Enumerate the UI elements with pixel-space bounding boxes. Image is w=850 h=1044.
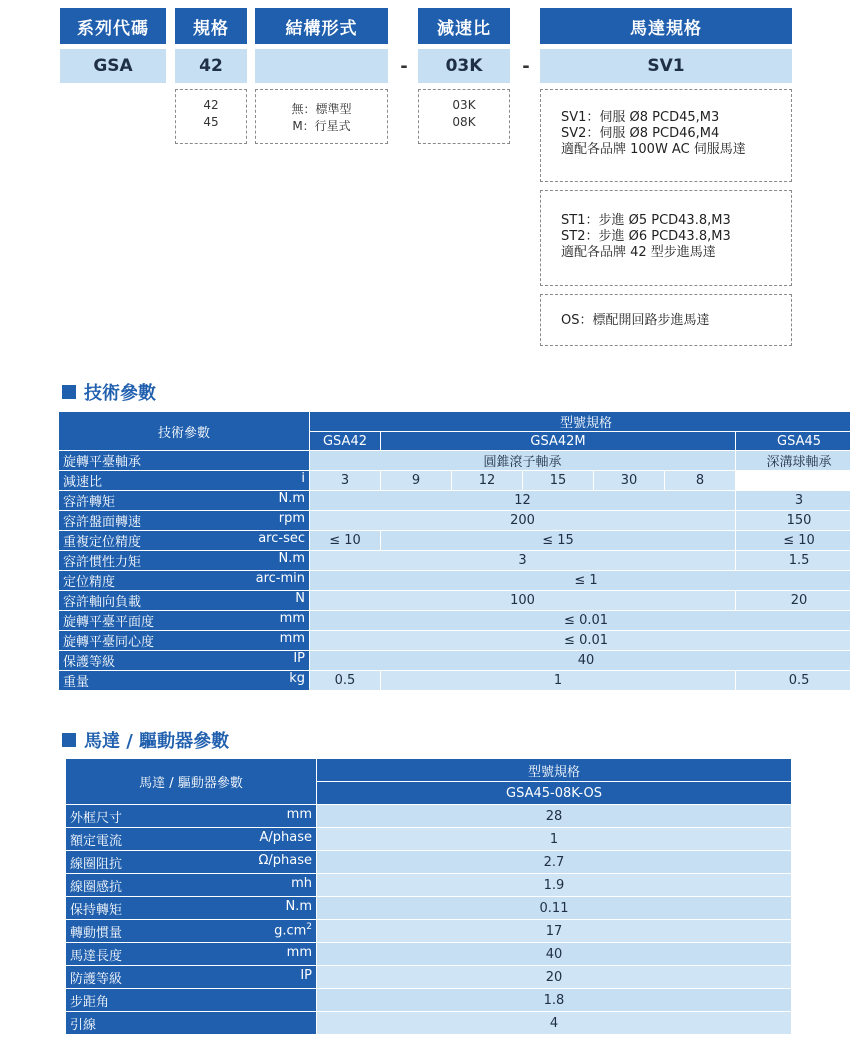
unit-text: IP — [300, 967, 312, 983]
label-text: 外框尺寸 — [70, 810, 123, 826]
motor-spec-table — [65, 758, 792, 1035]
value-motor: SV1 — [540, 49, 792, 83]
cell-value: 1.5 — [736, 551, 850, 571]
square-bullet-icon — [62, 385, 76, 399]
motor-option: SV2：伺服 Ø8 PCD46,M4 — [561, 126, 720, 141]
row-label — [66, 897, 317, 920]
table-row — [66, 920, 792, 943]
row-label — [66, 805, 317, 828]
cell-value: 0.5 — [310, 671, 381, 691]
header-series: 系列代碼 — [60, 8, 166, 44]
dash-separator: - — [522, 55, 530, 77]
cell-value: ≤ 0.01 — [310, 611, 850, 631]
unit-text: mm — [286, 944, 312, 960]
cell-value: 40 — [317, 943, 792, 966]
label-text: 重複定位精度 — [63, 535, 142, 550]
size-options-box — [175, 89, 247, 144]
value-ratio: 03K — [418, 49, 510, 83]
cell-value: 1.9 — [317, 874, 792, 897]
motor-section-title — [62, 729, 229, 751]
cell-value: 17 — [317, 920, 792, 943]
cell-value: 200 — [310, 511, 736, 531]
label-text: 馬達長度 — [70, 948, 123, 964]
cell-value: ≤ 0.01 — [310, 631, 850, 651]
cell-value: 4 — [317, 1012, 792, 1035]
cell-value: ≤ 10 — [736, 531, 850, 551]
motor-option: 適配各品牌 42 型步進馬達 — [561, 245, 716, 260]
unit-text: N.m — [278, 491, 305, 506]
row-label — [59, 651, 310, 671]
header-size: 規格 — [175, 8, 247, 44]
label-text: 保持轉矩 — [70, 902, 123, 918]
motor-option: OS：標配開回路步進馬達 — [561, 313, 710, 328]
table-row — [59, 571, 850, 591]
label-text: 容許盤面轉速 — [63, 515, 142, 530]
cell-value: 0.5 — [736, 671, 850, 691]
model-header: 型號規格 — [310, 412, 850, 432]
table-row — [59, 491, 850, 511]
model-gsa45: GSA45 — [736, 432, 850, 451]
header-ratio: 減速比 — [418, 8, 510, 44]
cell-value: 150 — [736, 511, 850, 531]
table-row — [59, 451, 850, 471]
cell-value: 1.8 — [317, 989, 792, 1012]
cell-value: 3 — [310, 471, 381, 491]
unit-text: N.m — [278, 551, 305, 566]
stepper-options-box — [540, 190, 792, 286]
table-row — [59, 591, 850, 611]
unit-text: IP — [293, 651, 305, 666]
structure-option: M：行星式 — [292, 119, 351, 133]
row-label — [66, 966, 317, 989]
tech-section-title-text: 技術參數 — [84, 383, 156, 404]
cell-value: 20 — [736, 591, 850, 611]
label-text: 額定電流 — [70, 833, 123, 849]
ratio-option: 08K — [452, 115, 476, 129]
label-text: 定位精度 — [63, 575, 116, 590]
cell-value: 0.11 — [317, 897, 792, 920]
table-row — [59, 551, 850, 571]
motor-option: ST2：步進 Ø6 PCD43.8,M3 — [561, 229, 731, 244]
unit-superscript: 2 — [306, 921, 312, 932]
ratio-options-box — [418, 89, 510, 144]
dash-separator: - — [400, 55, 408, 77]
cell-value: 100 — [310, 591, 736, 611]
row-label — [66, 828, 317, 851]
unit-text: arc-sec — [258, 531, 305, 546]
row-label — [59, 551, 310, 571]
unit-text: i — [301, 471, 305, 486]
row-label — [66, 874, 317, 897]
table-row — [59, 671, 850, 691]
label-text: 容許軸向負載 — [63, 595, 142, 610]
size-option: 42 — [203, 98, 219, 112]
cell-value: 1 — [381, 671, 736, 691]
row-label — [66, 943, 317, 966]
motor-model-header: 型號規格 — [317, 759, 792, 782]
open-loop-options-box — [540, 294, 792, 346]
unit-text: mm — [279, 631, 305, 646]
label-text: 引線 — [70, 1017, 97, 1033]
cell-value: 12 — [310, 491, 736, 511]
unit-text: mm — [279, 611, 305, 626]
value-structure — [255, 49, 388, 83]
cell-value: 圓錐滾子軸承 — [310, 451, 736, 471]
cell-value: 30 — [594, 471, 665, 491]
cell-value: 20 — [317, 966, 792, 989]
structure-options-box — [255, 89, 388, 144]
label-text: 減速比 — [63, 475, 103, 490]
label-text: 旋轉平臺同心度 — [63, 635, 155, 650]
cell-value: ≤ 1 — [310, 571, 850, 591]
param-header: 技術參數 — [59, 412, 310, 451]
square-bullet-icon — [62, 733, 76, 747]
row-label — [59, 611, 310, 631]
size-option: 45 — [203, 115, 219, 129]
label-text: 旋轉平臺軸承 — [63, 455, 142, 470]
table-row — [66, 874, 792, 897]
ratio-option: 03K — [452, 98, 476, 112]
label-text: 容許轉矩 — [63, 495, 116, 510]
label-text: 步距角 — [70, 994, 110, 1010]
table-row — [66, 989, 792, 1012]
tech-section-title — [62, 381, 156, 403]
motor-section-title-text: 馬達 / 驅動器參數 — [84, 731, 230, 752]
label-text: 容許慣性力矩 — [63, 555, 142, 570]
unit-text: rpm — [278, 511, 305, 526]
cell-value: 9 — [381, 471, 452, 491]
row-label — [59, 591, 310, 611]
table-row — [59, 631, 850, 651]
cell-value: 28 — [317, 805, 792, 828]
table-row — [66, 805, 792, 828]
table-row — [59, 651, 850, 671]
table-row — [66, 1012, 792, 1035]
unit-text: kg — [289, 671, 305, 686]
model-gsa42: GSA42 — [310, 432, 381, 451]
cell-value: 8 — [665, 471, 736, 491]
unit-text — [274, 922, 312, 938]
table-row — [66, 828, 792, 851]
row-label — [66, 920, 317, 943]
table-row — [59, 611, 850, 631]
label-text: 旋轉平臺平面度 — [63, 615, 155, 630]
label-text: 重量 — [63, 675, 90, 690]
table-row — [59, 531, 850, 551]
table-row — [66, 851, 792, 874]
motor-option: 適配各品牌 100W AC 伺服馬達 — [561, 142, 746, 157]
motor-option: SV1：伺服 Ø8 PCD45,M3 — [561, 110, 720, 125]
model-gsa42m: GSA42M — [381, 432, 736, 451]
cell-value: 3 — [310, 551, 736, 571]
row-label — [66, 1012, 317, 1035]
cell-value: ≤ 15 — [381, 531, 736, 551]
row-label — [59, 671, 310, 691]
row-label — [59, 491, 310, 511]
cell-value: 深溝球軸承 — [736, 451, 850, 471]
label-text: 線圈阻抗 — [70, 856, 123, 872]
row-label — [59, 451, 310, 471]
row-label — [59, 631, 310, 651]
label-text: 轉動慣量 — [70, 925, 123, 941]
row-label — [66, 851, 317, 874]
table-row — [66, 943, 792, 966]
cell-value: 2.7 — [317, 851, 792, 874]
header-structure: 結構形式 — [255, 8, 388, 44]
label-text: 保護等級 — [63, 655, 116, 670]
servo-options-box — [540, 89, 792, 182]
row-label — [59, 511, 310, 531]
structure-option: 無：標準型 — [291, 102, 352, 116]
table-row — [66, 897, 792, 920]
unit-text: N — [295, 591, 305, 606]
motor-option: ST1：步進 Ø5 PCD43.8,M3 — [561, 213, 731, 228]
cell-value: 40 — [310, 651, 850, 671]
tech-spec-table — [58, 411, 850, 691]
header-motor: 馬達規格 — [540, 8, 792, 44]
row-label — [66, 989, 317, 1012]
unit-text: N.m — [285, 898, 312, 914]
unit-text: A/phase — [259, 829, 312, 845]
motor-model: GSA45-08K-OS — [317, 782, 792, 805]
label-text: 線圈感抗 — [70, 879, 123, 895]
row-label — [59, 471, 310, 491]
cell-value: 12 — [452, 471, 523, 491]
cell-value: 3 — [736, 491, 850, 511]
value-series: GSA — [60, 49, 166, 83]
row-label — [59, 531, 310, 551]
table-row — [59, 511, 850, 531]
row-label — [59, 571, 310, 591]
unit-text: mh — [291, 875, 312, 891]
cell-value: ≤ 10 — [310, 531, 381, 551]
cell-value: 15 — [523, 471, 594, 491]
motor-param-header: 馬達 / 驅動器參數 — [66, 759, 317, 805]
value-size: 42 — [175, 49, 247, 83]
cell-value: 1 — [317, 828, 792, 851]
unit-text: mm — [286, 806, 312, 822]
table-row — [59, 471, 850, 491]
table-row — [66, 966, 792, 989]
unit-text: Ω/phase — [258, 852, 312, 868]
unit-base: g.cm — [274, 922, 307, 938]
label-text: 防護等級 — [70, 971, 123, 987]
unit-text: arc-min — [255, 571, 305, 586]
